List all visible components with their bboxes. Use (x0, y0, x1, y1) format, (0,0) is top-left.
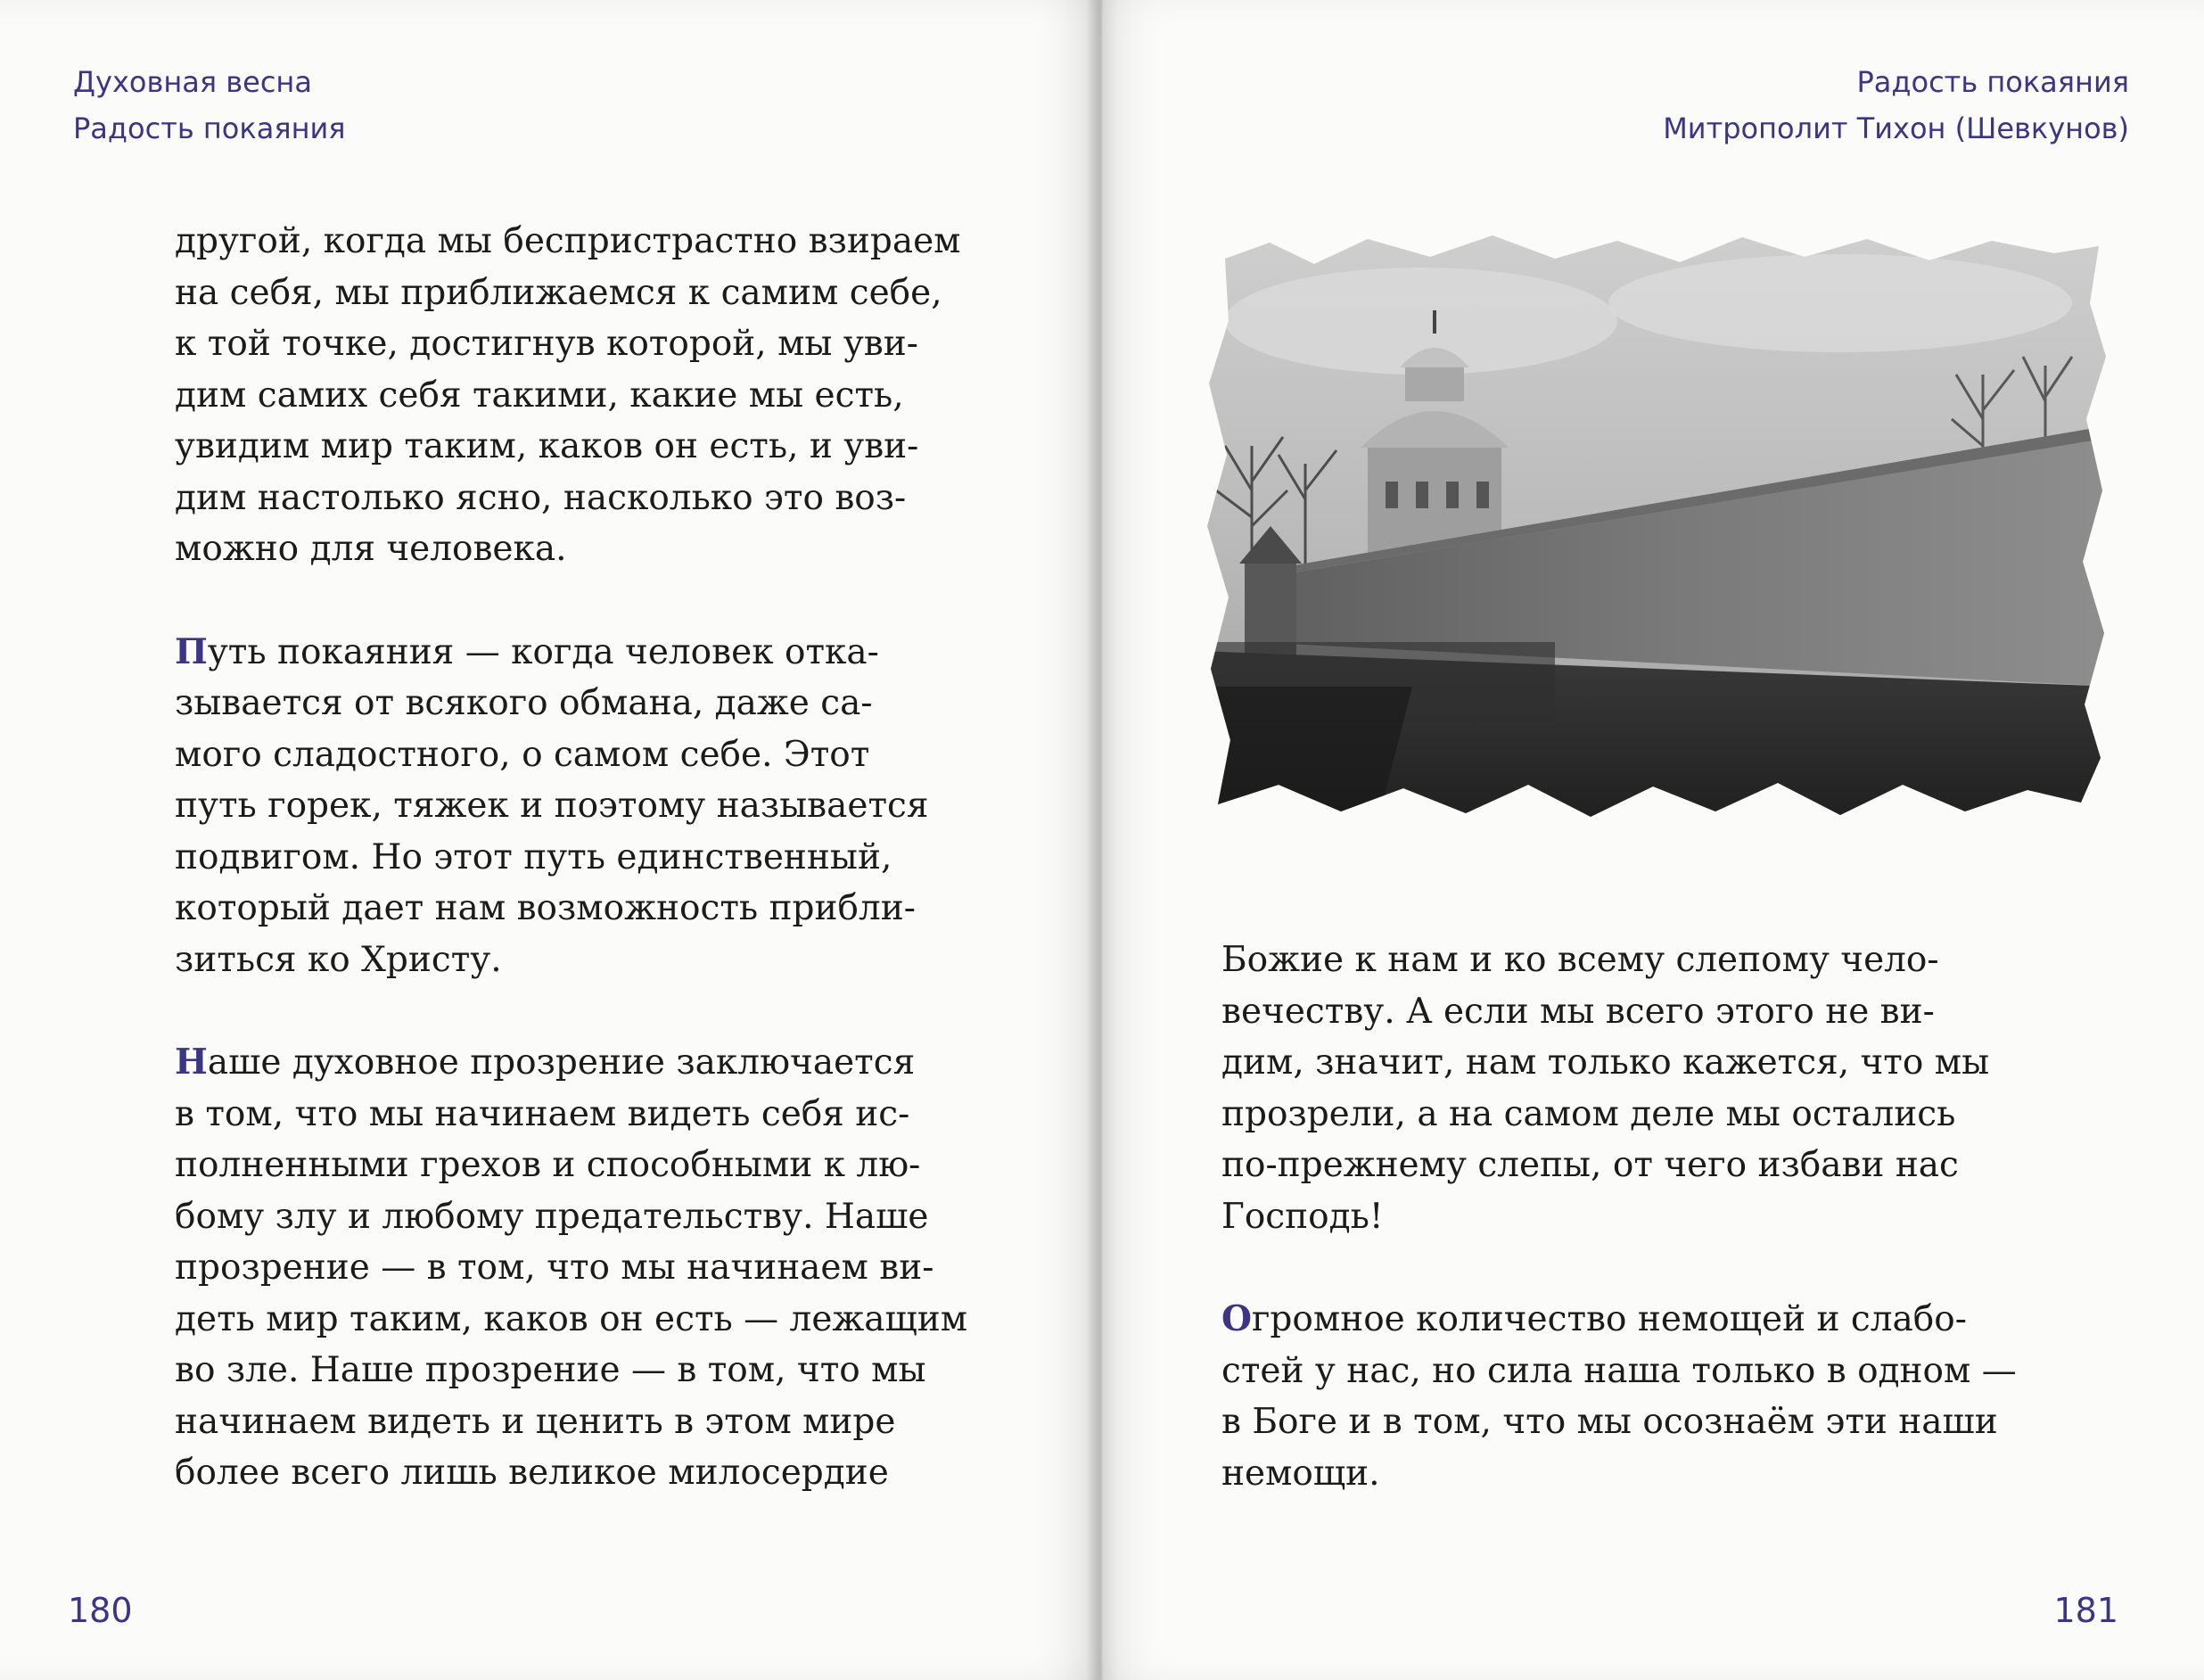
text-line: полненными грехов и способными к лю- (175, 1145, 921, 1185)
drop-cap: Н (175, 1042, 208, 1083)
text-line: стей у нас, но сила наша только в одном — (1221, 1350, 2017, 1391)
photo-svg (1198, 223, 2115, 826)
right-page (1098, 0, 2204, 1680)
paragraph (1221, 1294, 2067, 1499)
text-line: увидим мир таким, каков он есть, и уви- (175, 426, 919, 466)
text-line: дим, значит, нам только кажется, что мы (1221, 1042, 1990, 1083)
text-line: мого сладостного, о самом себе. Этот (175, 734, 870, 775)
text-line: в Боге и в том, что мы осознаём эти наши (1221, 1402, 1998, 1442)
text-line: к той точке, достигнув которой, мы уви- (175, 324, 918, 364)
left-page (0, 0, 1098, 1680)
monastery-wall-photo (1198, 223, 2115, 826)
paragraph (175, 627, 977, 986)
paragraph (175, 216, 977, 575)
page-number: 181 (2053, 1591, 2118, 1630)
text-line: прозрели, а на самом деле мы остались (1221, 1093, 1956, 1134)
text-line: начинаем видеть и ценить в этом мире (175, 1401, 896, 1442)
text-line: по-прежнему слепы, от чего избави нас (1221, 1145, 1959, 1185)
left-body-text (175, 216, 977, 1499)
text-line: деть мир таким, каков он есть — лежащим (175, 1298, 968, 1339)
text-line: подвигом. Но этот путь единственный, (175, 836, 892, 877)
right-body-text (1221, 935, 2067, 1499)
text-line: который дает нам возможность прибли- (175, 888, 916, 928)
text-line: немощи. (1221, 1453, 1380, 1494)
running-head-chapter-title: Радость покаяния (73, 111, 346, 145)
text-line: бому злу и любому предательству. Наше (175, 1196, 929, 1237)
text-line: более всего лишь великое милосердие (175, 1453, 889, 1493)
text-line: на себя, мы приближаемся к самим себе, (175, 272, 942, 313)
text-line: путь горек, тяжек и поэтому называется (175, 786, 929, 826)
running-head-book-title: Духовная весна (73, 65, 312, 99)
text-line: зиться ко Христу. (175, 939, 502, 980)
text-line (175, 1037, 977, 1089)
page-number: 180 (68, 1591, 133, 1630)
text-line: вечеству. А если мы всего этого не ви- (1221, 991, 1935, 1032)
text-line: дим самих себя такими, какие мы есть, (175, 375, 904, 416)
text-line: зывается от всякого обмана, даже са- (175, 683, 873, 723)
running-head-author: Митрополит Тихон (Шевкунов) (1663, 111, 2129, 145)
drop-cap: П (175, 630, 208, 672)
paragraph (1221, 935, 2067, 1242)
text-line (175, 627, 977, 679)
text-line: во зле. Наше прозрение — в том, что мы (175, 1350, 926, 1390)
text-line-rest: уть покаяния — когда человек отка- (207, 631, 879, 672)
text-line: можно для человека. (175, 529, 567, 569)
text-line-rest: аше духовное прозрение заключается (207, 1042, 916, 1083)
drop-cap: О (1221, 1298, 1252, 1339)
right-running-head (1663, 59, 2129, 152)
text-line (1221, 1294, 2067, 1346)
text-line: в том, что мы начинаем видеть себя ис- (175, 1093, 910, 1134)
left-running-head (73, 59, 346, 152)
text-line: другой, когда мы беспристрастно взираем (175, 221, 961, 261)
text-line: дим настолько ясно, насколько это воз- (175, 477, 907, 518)
text-line: Божие к нам и ко всему слепому чело- (1221, 940, 1939, 980)
text-line-rest: громное количество немощей и слабо- (1251, 1299, 1967, 1339)
text-line: прозрение — в том, что мы начинаем ви- (175, 1248, 934, 1288)
paragraph (175, 1037, 977, 1499)
running-head-chapter-title: Радость покаяния (1856, 65, 2129, 99)
text-line: Господь! (1221, 1196, 1384, 1237)
